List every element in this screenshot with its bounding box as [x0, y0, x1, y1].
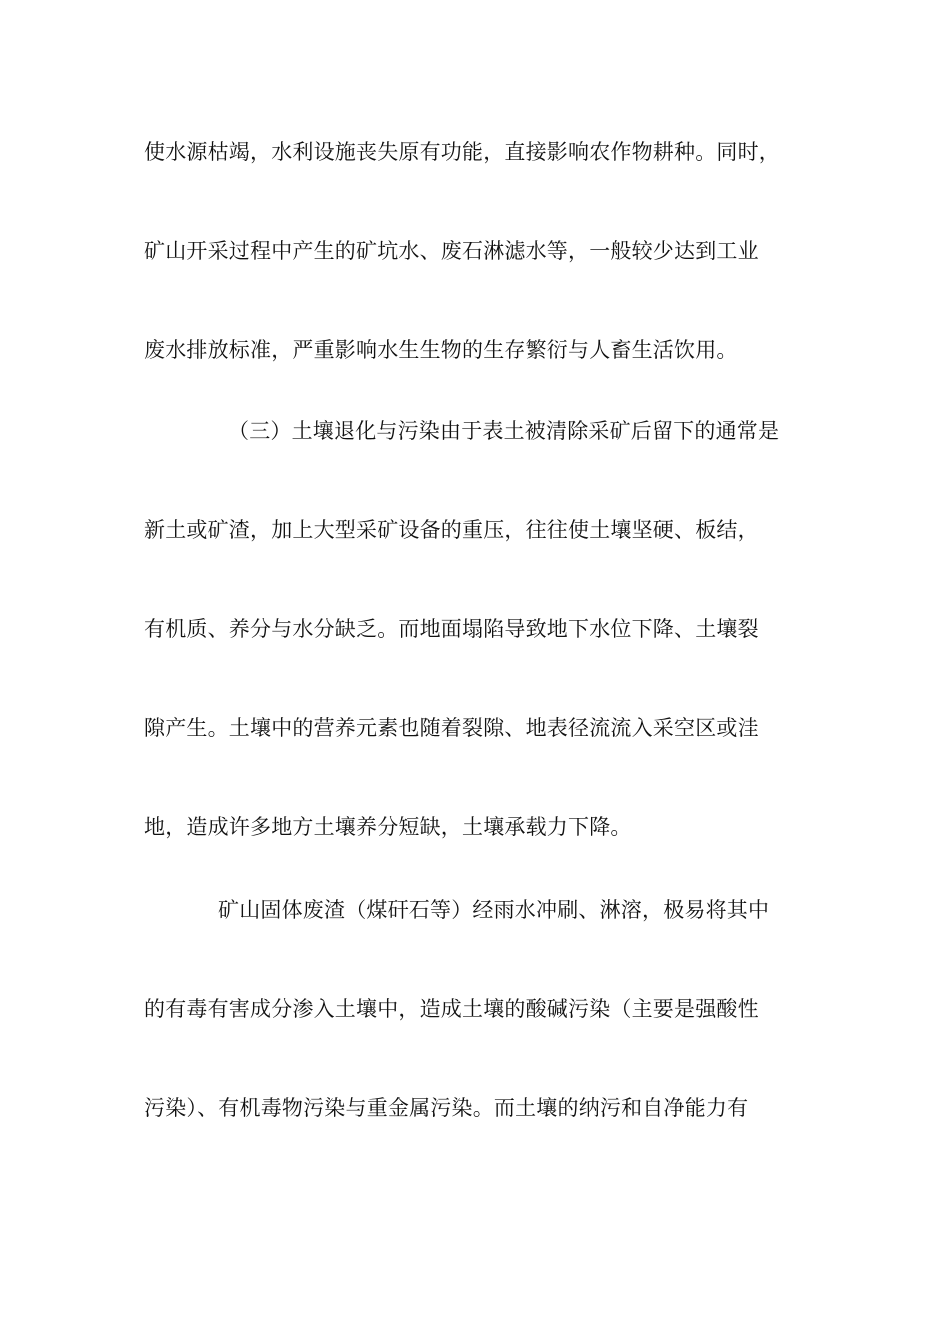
- paragraph-line: 矿山开采过程中产生的矿坑水、废石淋滤水等，一般较少达到工业: [144, 239, 759, 263]
- paragraph-line: 隙产生。土壤中的营养元素也随着裂隙、地表径流流入采空区或洼: [144, 716, 759, 740]
- paragraph-first-line: 矿山固体废渣（煤矸石等）经雨水冲刷、淋溶，极易将其中: [218, 898, 770, 922]
- paragraph-line: 使水源枯竭，水利设施丧失原有功能，直接影响农作物耕种。同时，: [144, 140, 780, 164]
- paragraph-line: 有机质、养分与水分缺乏。而地面塌陷导致地下水位下降、土壤裂: [144, 617, 759, 641]
- paragraph-line: 地，造成许多地方土壤养分短缺，土壤承载力下降。: [144, 815, 632, 839]
- paragraph-line: 污染）、有机毒物污染与重金属污染。而土壤的纳污和自净能力有: [144, 1096, 749, 1120]
- section-heading-line: （三）土壤退化与污染由于表土被清除采矿后留下的通常是: [228, 419, 780, 443]
- paragraph-line: 废水排放标准，严重影响水生生物的生存繁衍与人畜生活饮用。: [144, 338, 738, 362]
- paragraph-line: 的有毒有害成分渗入土壤中，造成土壤的酸碱污染（主要是强酸性: [144, 997, 759, 1021]
- paragraph-line: 新土或矿渣，加上大型采矿设备的重压，往往使土壤坚硬、板结，: [144, 518, 759, 542]
